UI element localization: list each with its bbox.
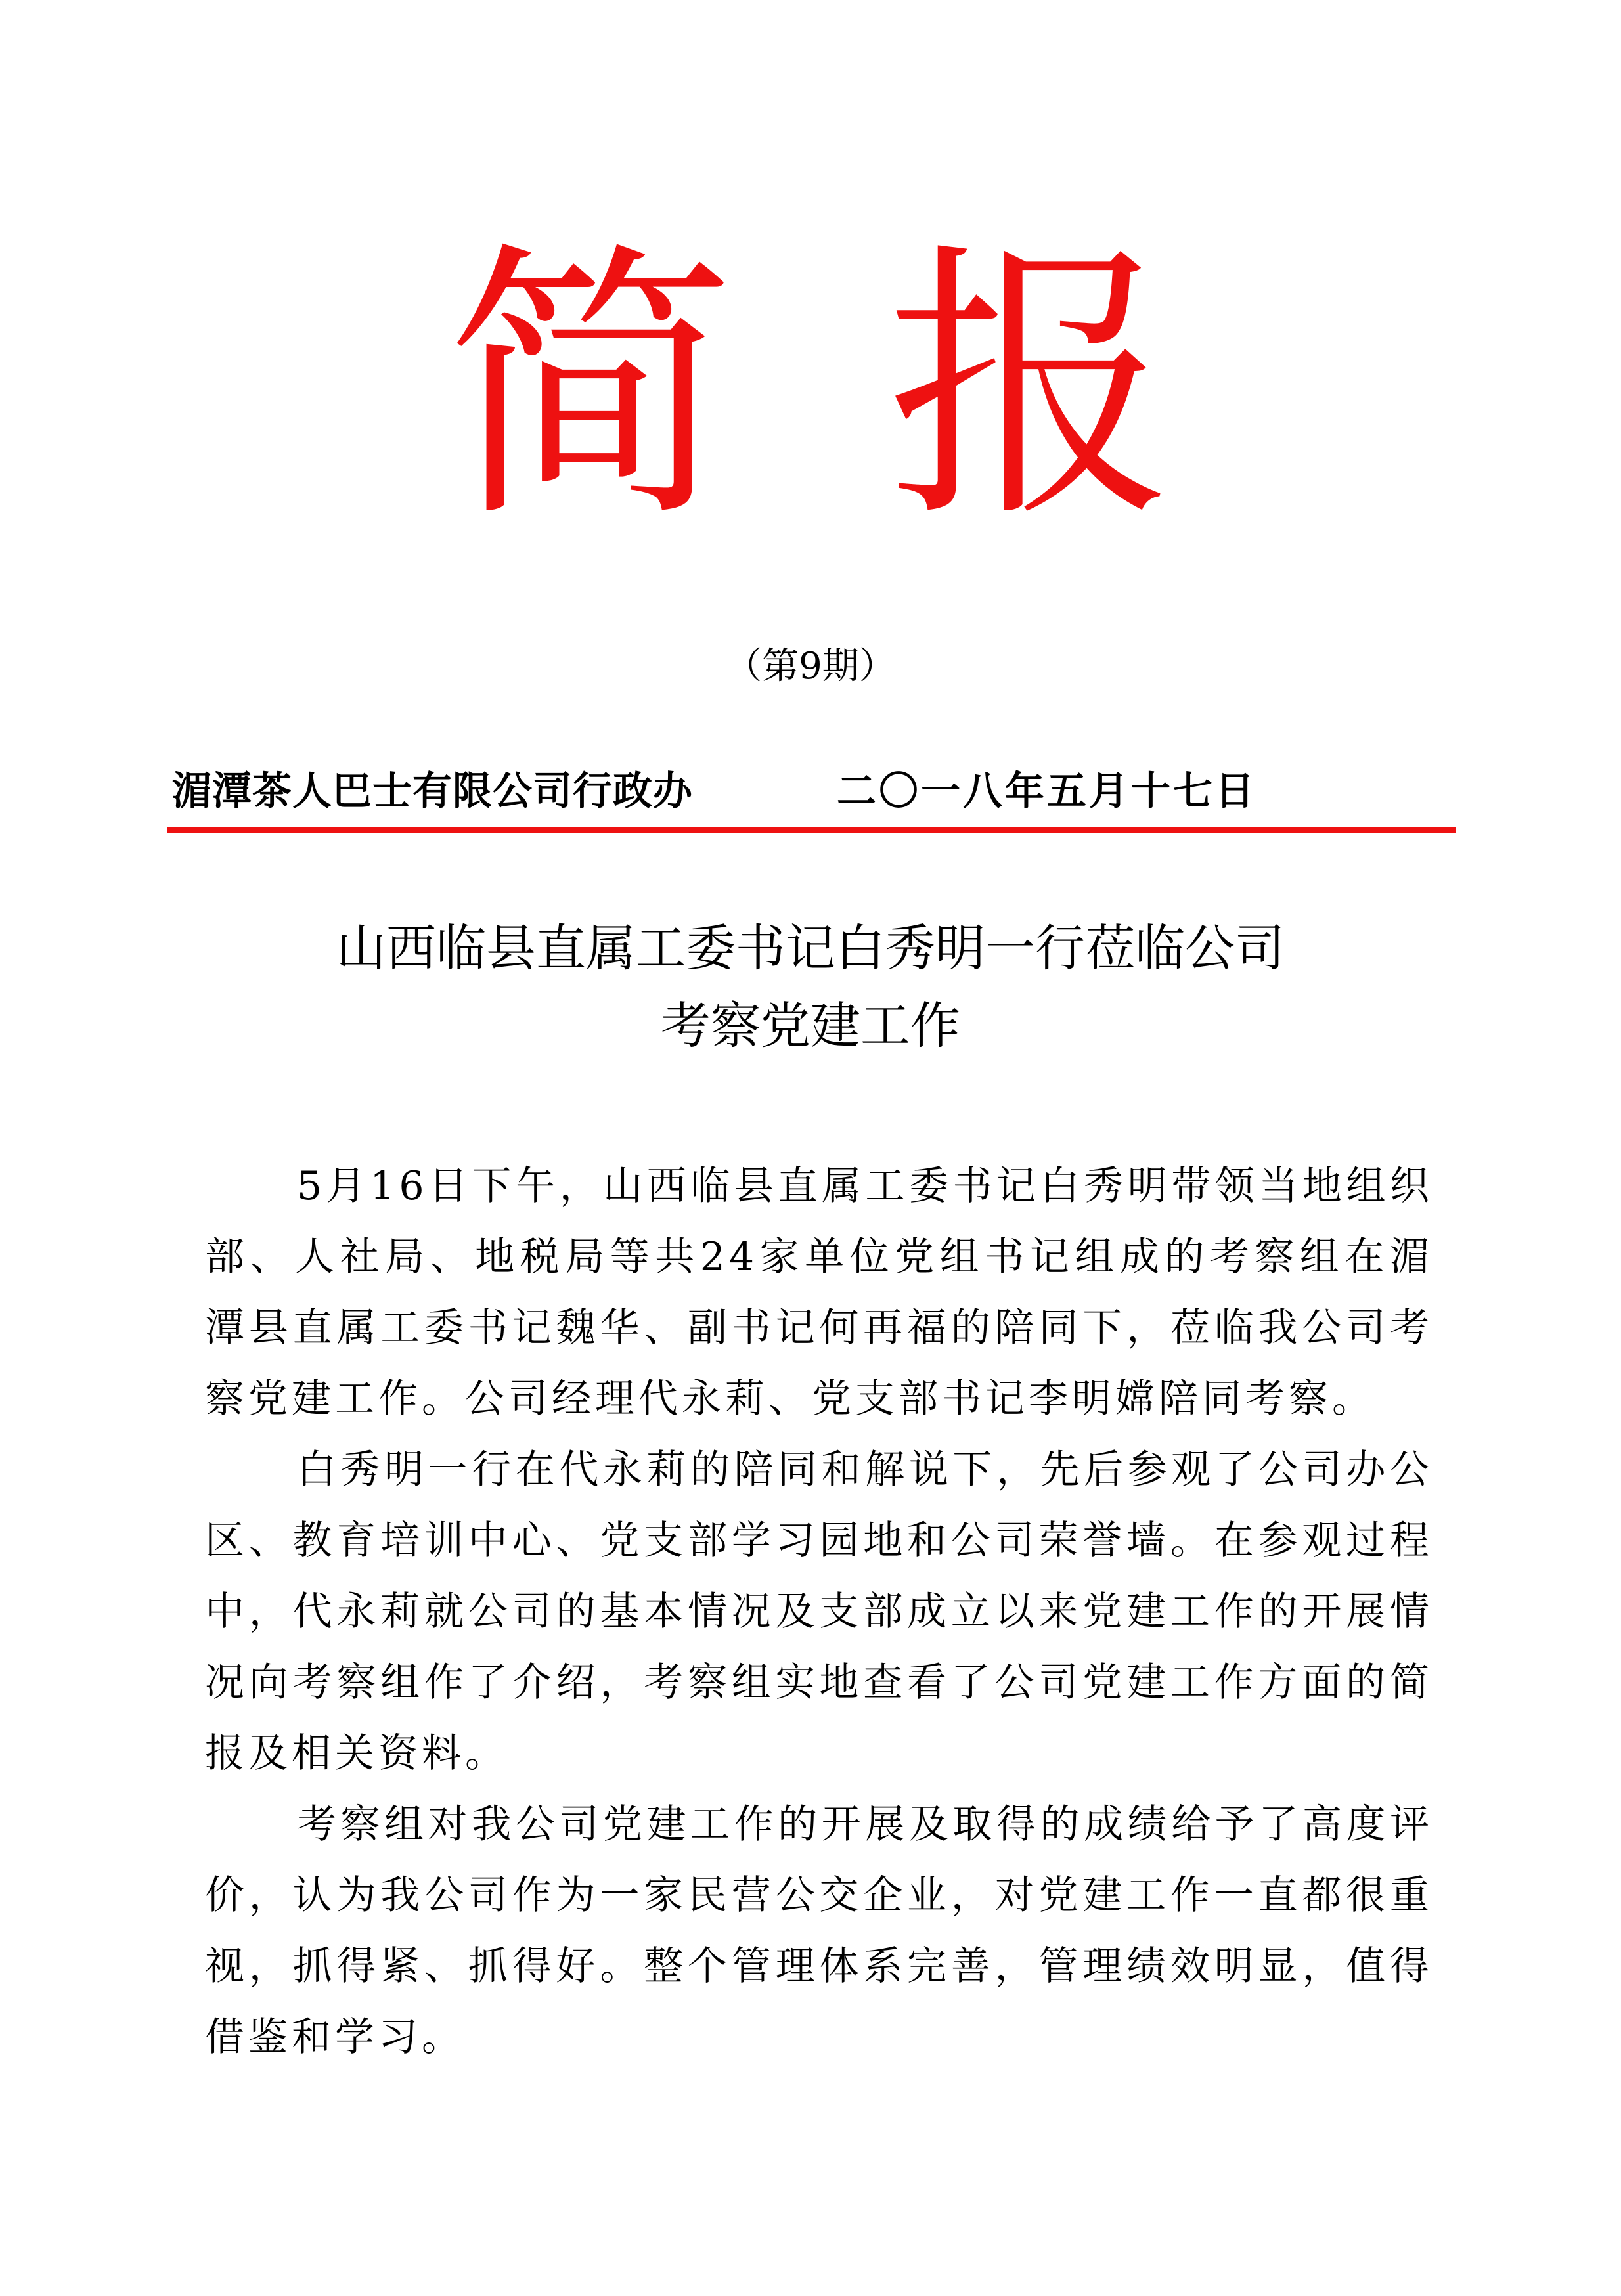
article-body [205, 1151, 1433, 2073]
masthead-char-jian: 简 [446, 219, 735, 556]
issue-date: 二〇一八年五月十七日 [837, 768, 1257, 814]
headline-line-1: 山西临县直属工委书记白秀明一行莅临公司 [336, 919, 1285, 977]
issuer-name: 湄潭茶人巴士有限公司行政办 [172, 768, 693, 814]
issuer-date-row [172, 762, 1453, 821]
article-headline [0, 910, 1621, 1065]
body-paragraph-2: 白秀明一行在代永莉的陪同和解说下，先后参观了公司办公区、教育培训中心、党支部学习园地和公司荣誉墙。在参观过程中，代永莉就公司的基本情况及支部成立以来党建工作的开展情况向考察组作了介绍，考察组实地查看了公司党建工作方面的简报及相关资料。 [205, 1447, 1433, 1777]
body-paragraph-3: 考察组对我公司党建工作的开展及取得的成绩给予了高度评价，认为我公司作为一家民营公交企业，对党建工作一直都很重视，抓得紧、抓得好。整个管理体系完善，管理绩效明显，值得借鉴和学习。 [205, 1801, 1433, 2060]
masthead-char-bao: 报 [886, 219, 1175, 556]
red-divider-line [167, 827, 1456, 833]
masthead-title [0, 217, 1621, 558]
body-paragraph-1: 5月16日下午，山西临县直属工委书记白秀明带领当地组织部、人社局、地税局等共24家单位党组书记组成的考察组在湄潭县直属工委书记魏华、副书记何再福的陪同下，莅临我公司考察党建工作。公司经理代永莉、党支部书记李明嫦陪同考察。 [205, 1163, 1433, 1422]
headline-line-2: 考察党建工作 [661, 996, 960, 1055]
issue-number: （第9期） [725, 645, 896, 688]
